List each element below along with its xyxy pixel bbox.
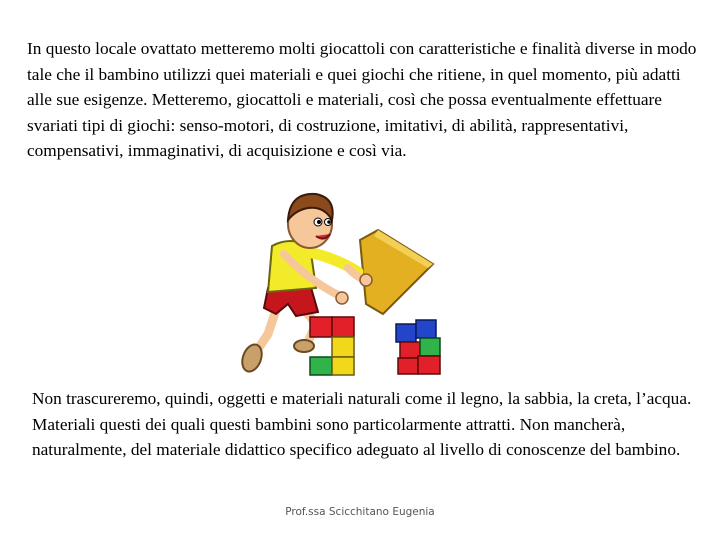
child-head bbox=[288, 194, 333, 248]
paragraph-bottom: Non trascureremo, quindi, oggetti e materiali naturali come il legno, la sabbia, la creta, l’acqua. Materiali questi dei quali questi bambini sono particolarmente attratti. Non mancherà, naturalmente, del materiale didattico specifico adeguato al livello di conoscenze del bambino. bbox=[32, 389, 692, 459]
child-playing-blocks-icon bbox=[238, 184, 488, 384]
wooden-board bbox=[360, 230, 433, 314]
paragraph-top: In questo locale ovattato metteremo molti giocattoli con caratteristiche e finalità diverse in modo tale che il bambino utilizzi quei materiali e quei giochi che ritiene, in quel momento, più adatti alle sue esigenze. Metteremo, giocattoli e materiali, così che possa eventualmente effettuare svariati tipi di giochi: senso-motori, di costruzione, imitativi, di abilità, rappresentativi, compensativi, immaginativi, di acquisizione e così via. bbox=[27, 39, 697, 160]
block-stack-right bbox=[396, 320, 440, 374]
block-stack-left bbox=[310, 317, 354, 375]
footer-author: Prof.ssa Scicchitano Eugenia bbox=[285, 506, 435, 518]
